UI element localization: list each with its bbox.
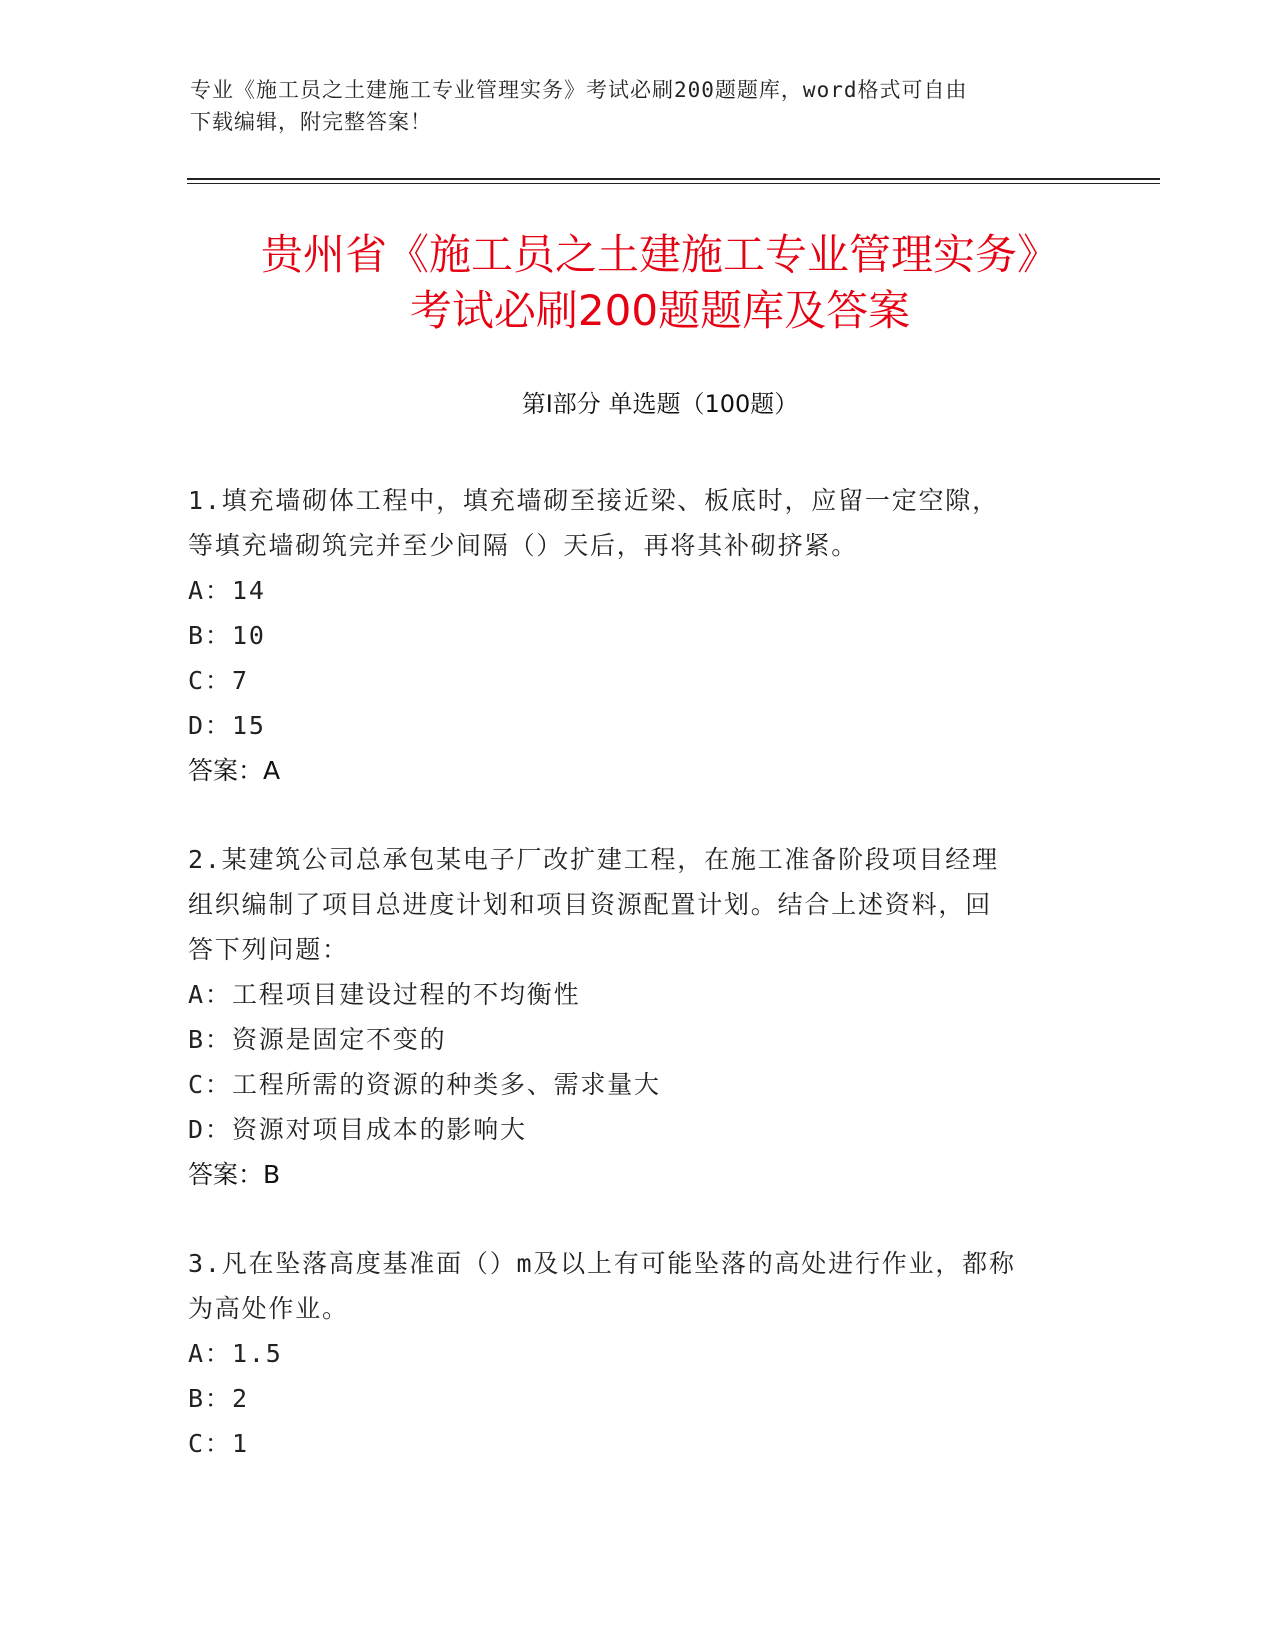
answer-option-b	[188, 1376, 1088, 1421]
option-text: 1	[232, 1429, 249, 1458]
question-list	[188, 478, 1088, 1510]
answer-option-a	[188, 972, 1088, 1017]
question-stem-line: 2.某建筑公司总承包某电子厂改扩建工程，在施工准备阶段项目经理	[188, 845, 999, 874]
question-stem	[188, 1241, 1088, 1331]
question-stem-line: 答下列问题：	[188, 935, 349, 964]
answer-option-c	[188, 1421, 1088, 1466]
answer-option-c	[188, 658, 1088, 703]
answer-option-c	[188, 1062, 1088, 1107]
option-letter: D：	[188, 711, 232, 740]
option-text: 资源是固定不变的	[232, 1025, 447, 1054]
option-text: 14	[232, 576, 266, 605]
option-text: 7	[232, 666, 249, 695]
option-letter: A：	[188, 576, 232, 605]
question-item	[188, 478, 1088, 793]
question-stem	[188, 837, 1088, 972]
option-letter: C：	[188, 1429, 232, 1458]
question-item	[188, 1241, 1088, 1466]
option-text: 工程项目建设过程的不均衡性	[232, 980, 581, 1009]
header-note-line: 下载编辑，附完整答案！	[190, 110, 432, 134]
answer-option-d	[188, 1107, 1088, 1152]
header-divider-thin	[187, 183, 1160, 184]
answer-option-b	[188, 613, 1088, 658]
option-text: 资源对项目成本的影响大	[232, 1115, 527, 1144]
option-letter: B：	[188, 621, 232, 650]
answer-option-d	[188, 703, 1088, 748]
title-line: 考试必刷200题题库及答案	[409, 286, 911, 335]
option-letter: C：	[188, 666, 232, 695]
question-stem-line: 3.凡在坠落高度基准面（）m及以上有可能坠落的高处进行作业，都称	[188, 1249, 1016, 1278]
answer-option-b	[188, 1017, 1088, 1062]
option-letter: C：	[188, 1070, 232, 1099]
section-title: 第I部分 单选题（100题）	[521, 390, 799, 418]
option-letter: A：	[188, 1339, 232, 1368]
answer-option-a	[188, 1331, 1088, 1376]
option-text: 10	[232, 621, 266, 650]
question-stem-line: 等填充墙砌筑完并至少间隔（）天后，再将其补砌挤紧。	[188, 531, 859, 560]
option-letter: B：	[188, 1025, 232, 1054]
title-line: 贵州省《施工员之土建施工专业管理实务》	[260, 230, 1059, 279]
question-stem-line: 组织编制了项目总进度计划和项目资源配置计划。结合上述资料，回	[188, 890, 993, 919]
option-text: 2	[232, 1384, 249, 1413]
option-letter: D：	[188, 1115, 232, 1144]
option-letter: B：	[188, 1384, 232, 1413]
header-note	[190, 74, 1090, 138]
option-text: 15	[232, 711, 266, 740]
answer-key: 答案：B	[188, 1160, 281, 1189]
option-letter: A：	[188, 980, 232, 1009]
question-stem	[188, 478, 1088, 568]
answer-key: 答案：A	[188, 756, 281, 785]
option-text: 1.5	[232, 1339, 283, 1368]
question-stem-line: 为高处作业。	[188, 1294, 349, 1323]
option-text: 工程所需的资源的种类多、需求量大	[232, 1070, 661, 1099]
document-title	[160, 227, 1160, 339]
header-divider-thick	[187, 178, 1160, 180]
header-note-line: 专业《施工员之土建施工专业管理实务》考试必刷200题题库，word格式可自由	[190, 78, 968, 102]
question-stem-line: 1.填充墙砌体工程中，填充墙砌至接近梁、板底时，应留一定空隙，	[188, 486, 999, 515]
question-item	[188, 837, 1088, 1197]
answer-option-a	[188, 568, 1088, 613]
